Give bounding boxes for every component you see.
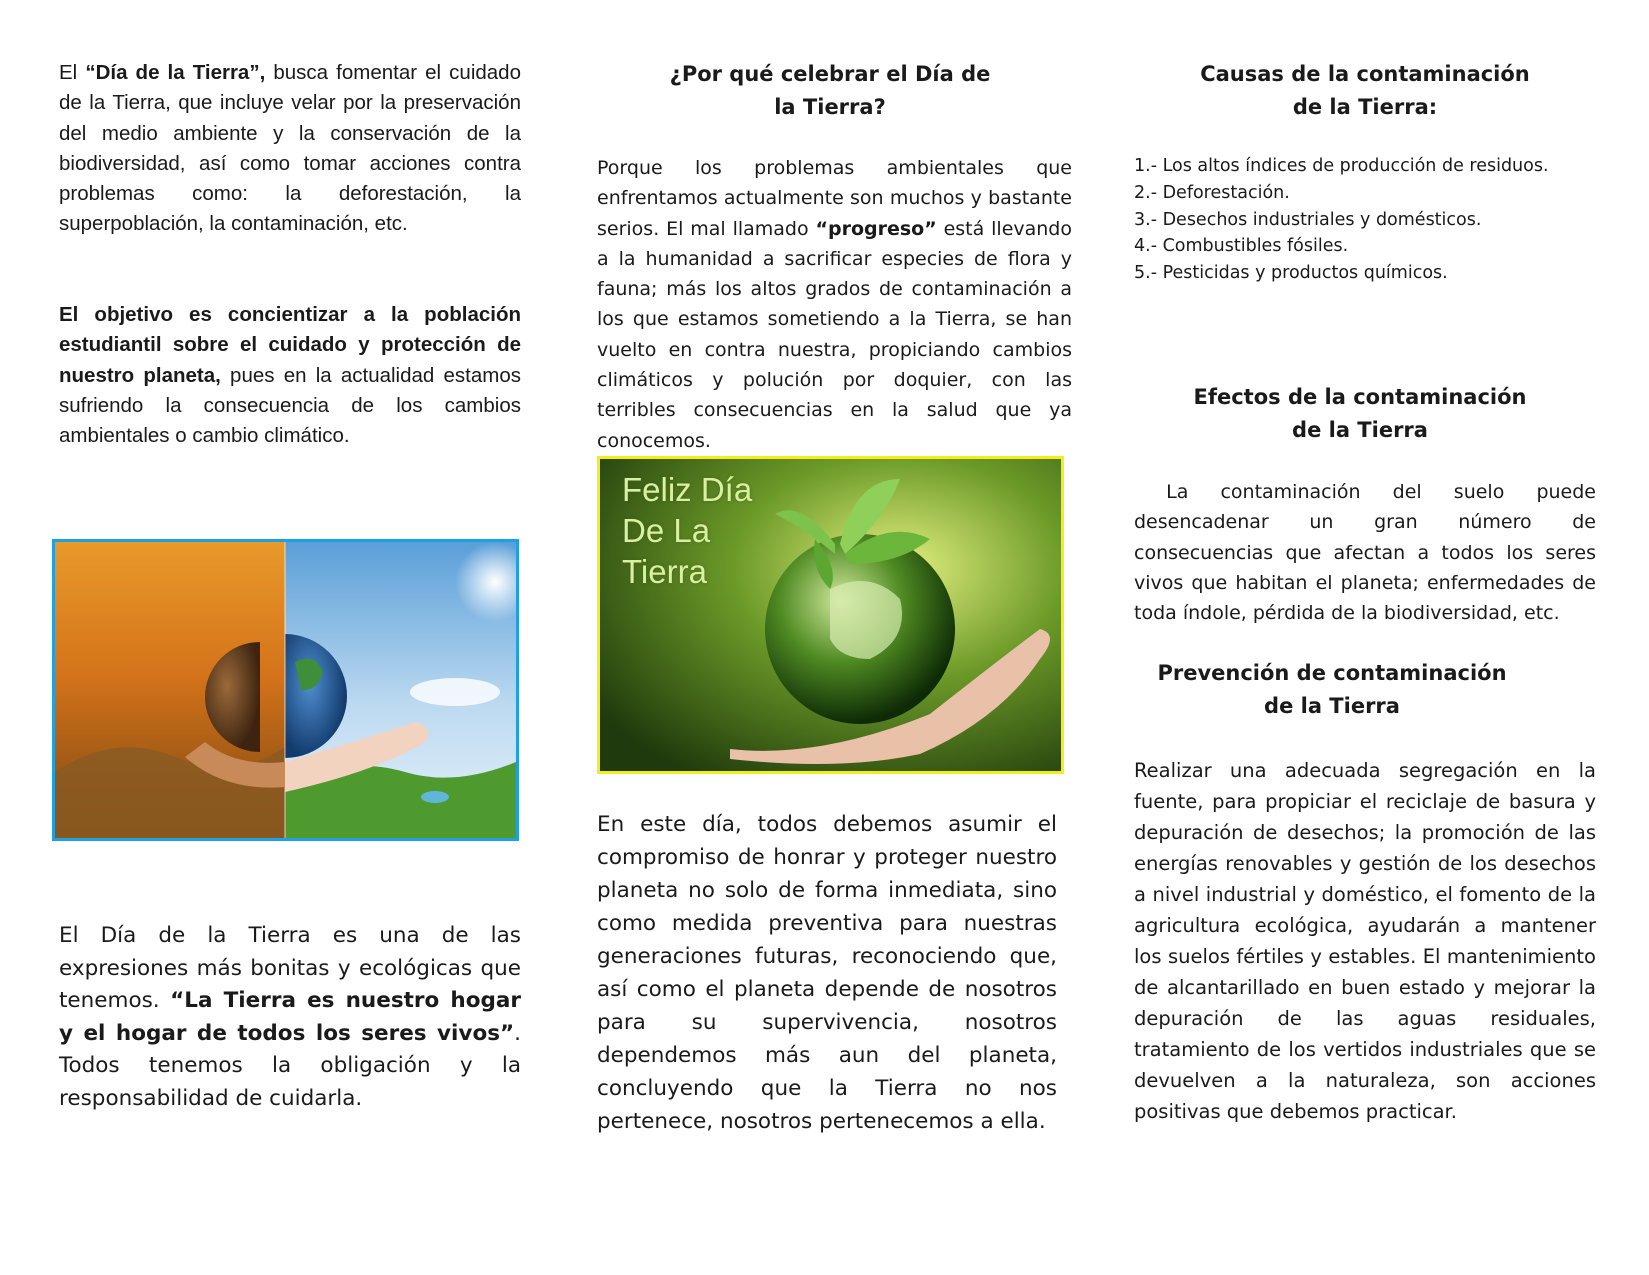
- cause-item: 2.- Deforestación.: [1134, 182, 1290, 203]
- why-rest: está llevando a la humanidad a sacrificar especies de flora y fauna; más los altos grados de contaminación a los que estamos sometiendo a la Tierra, se han vuelto en contra nuestra, propiciando cambios climáticos y polución por doquier, con las terribles consecuencias en la salud que ya conocemos.: [597, 217, 1072, 452]
- why-bold: “progreso”: [815, 217, 937, 240]
- closing-quote: “La Tierra es nuestro hogar y el hogar de todos los seres vivos”: [59, 988, 521, 1046]
- cause-item: 5.- Pesticidas y productos químicos.: [1134, 263, 1448, 284]
- closing-paragraph-col1: [59, 920, 521, 1116]
- prevention-heading: Prevención de contaminación de la Tierra: [1157, 661, 1507, 718]
- causes-heading: Causas de la contaminación de la Tierra:: [1200, 62, 1530, 119]
- closing-lead: El Día de la Tierra es una de las expresiones más bonitas y ecológicas que tenemos.: [59, 923, 521, 1014]
- intro-paragraph: [59, 58, 521, 240]
- objective-rest: pues en la actualidad estamos sufriendo la consecuencia de los cambios ambientales o cambio climático.: [59, 363, 521, 448]
- closing-rest: . Todos tenemos la obligación y la responsabilidad de cuidarla.: [59, 1020, 521, 1111]
- why-paragraph: [597, 153, 1072, 456]
- why-lead: Porque los problemas ambientales que enfrentamos actualmente son muchos y bastante serios. El mal llamado: [597, 157, 1072, 240]
- effects-paragraph: La contaminación del suelo puede desencadenar un gran número de consecuencias que afectan a todos los seres vivos que habitan el planeta; enfermedades de toda índole, pérdida de la biodiversidad, etc.: [1134, 481, 1603, 625]
- objective-paragraph: [59, 300, 521, 451]
- earth-contrast-image: [52, 539, 519, 841]
- cause-item: 4.- Combustibles fósiles.: [1134, 236, 1349, 257]
- effects-heading: Efectos de la contaminación de la Tierra: [1193, 385, 1527, 442]
- objective-bold: El objetivo es concientizar a la población estudiantil sobre el cuidado y protección de nuestro planeta,: [59, 303, 521, 387]
- closing-paragraph-col2: En este día, todos debemos asumir el compromiso de honrar y proteger nuestro planeta no solo de forma inmediata, sino como medida preventiva para nuestras generaciones futuras, reconociendo que, así como el planeta depende de nosotros para su supervivencia, nosotros dependemos más aun del planeta, concluyendo que la Tierra no nos pertenece, nosotros pertenecemos a ella.: [597, 812, 1057, 1134]
- intro-lead: El: [59, 61, 86, 84]
- intro-bold: “Día de la Tierra”,: [85, 61, 266, 84]
- earth-day-image: [597, 456, 1064, 774]
- intro-rest: busca fomentar el cuidado de la Tierra, que incluye velar por la preservación del medio ambiente y la conservación de la biodiversidad, así como tomar acciones contra problemas como: la deforestación, la superpoblación, la contaminación, etc.: [59, 61, 521, 236]
- causes-list: [1134, 153, 1604, 287]
- feliz-dia-caption: Feliz Día De La Tierra: [622, 471, 753, 590]
- prevention-paragraph: Realizar una adecuada segregación en la fuente, para propiciar el reciclaje de basura y depuración de desechos; la promoción de las energías renovables y gestión de los desechos a nivel industrial y doméstico, el fomento de la agricultura ecológica, ayudarán a mantener los suelos fértiles y estables. El mantenimiento de alcantarillado en buen estado y mejorar la depuración de las aguas residuales, tratamiento de los vertidos industriales que se devuelven a la naturaleza, son acciones positivas que debemos practicar.: [1134, 759, 1596, 1123]
- cause-item: 3.- Desechos industriales y domésticos.: [1134, 209, 1482, 230]
- cause-item: 1.- Los altos índices de producción de residuos.: [1134, 156, 1549, 176]
- why-heading: ¿Por qué celebrar el Día de la Tierra?: [669, 62, 991, 119]
